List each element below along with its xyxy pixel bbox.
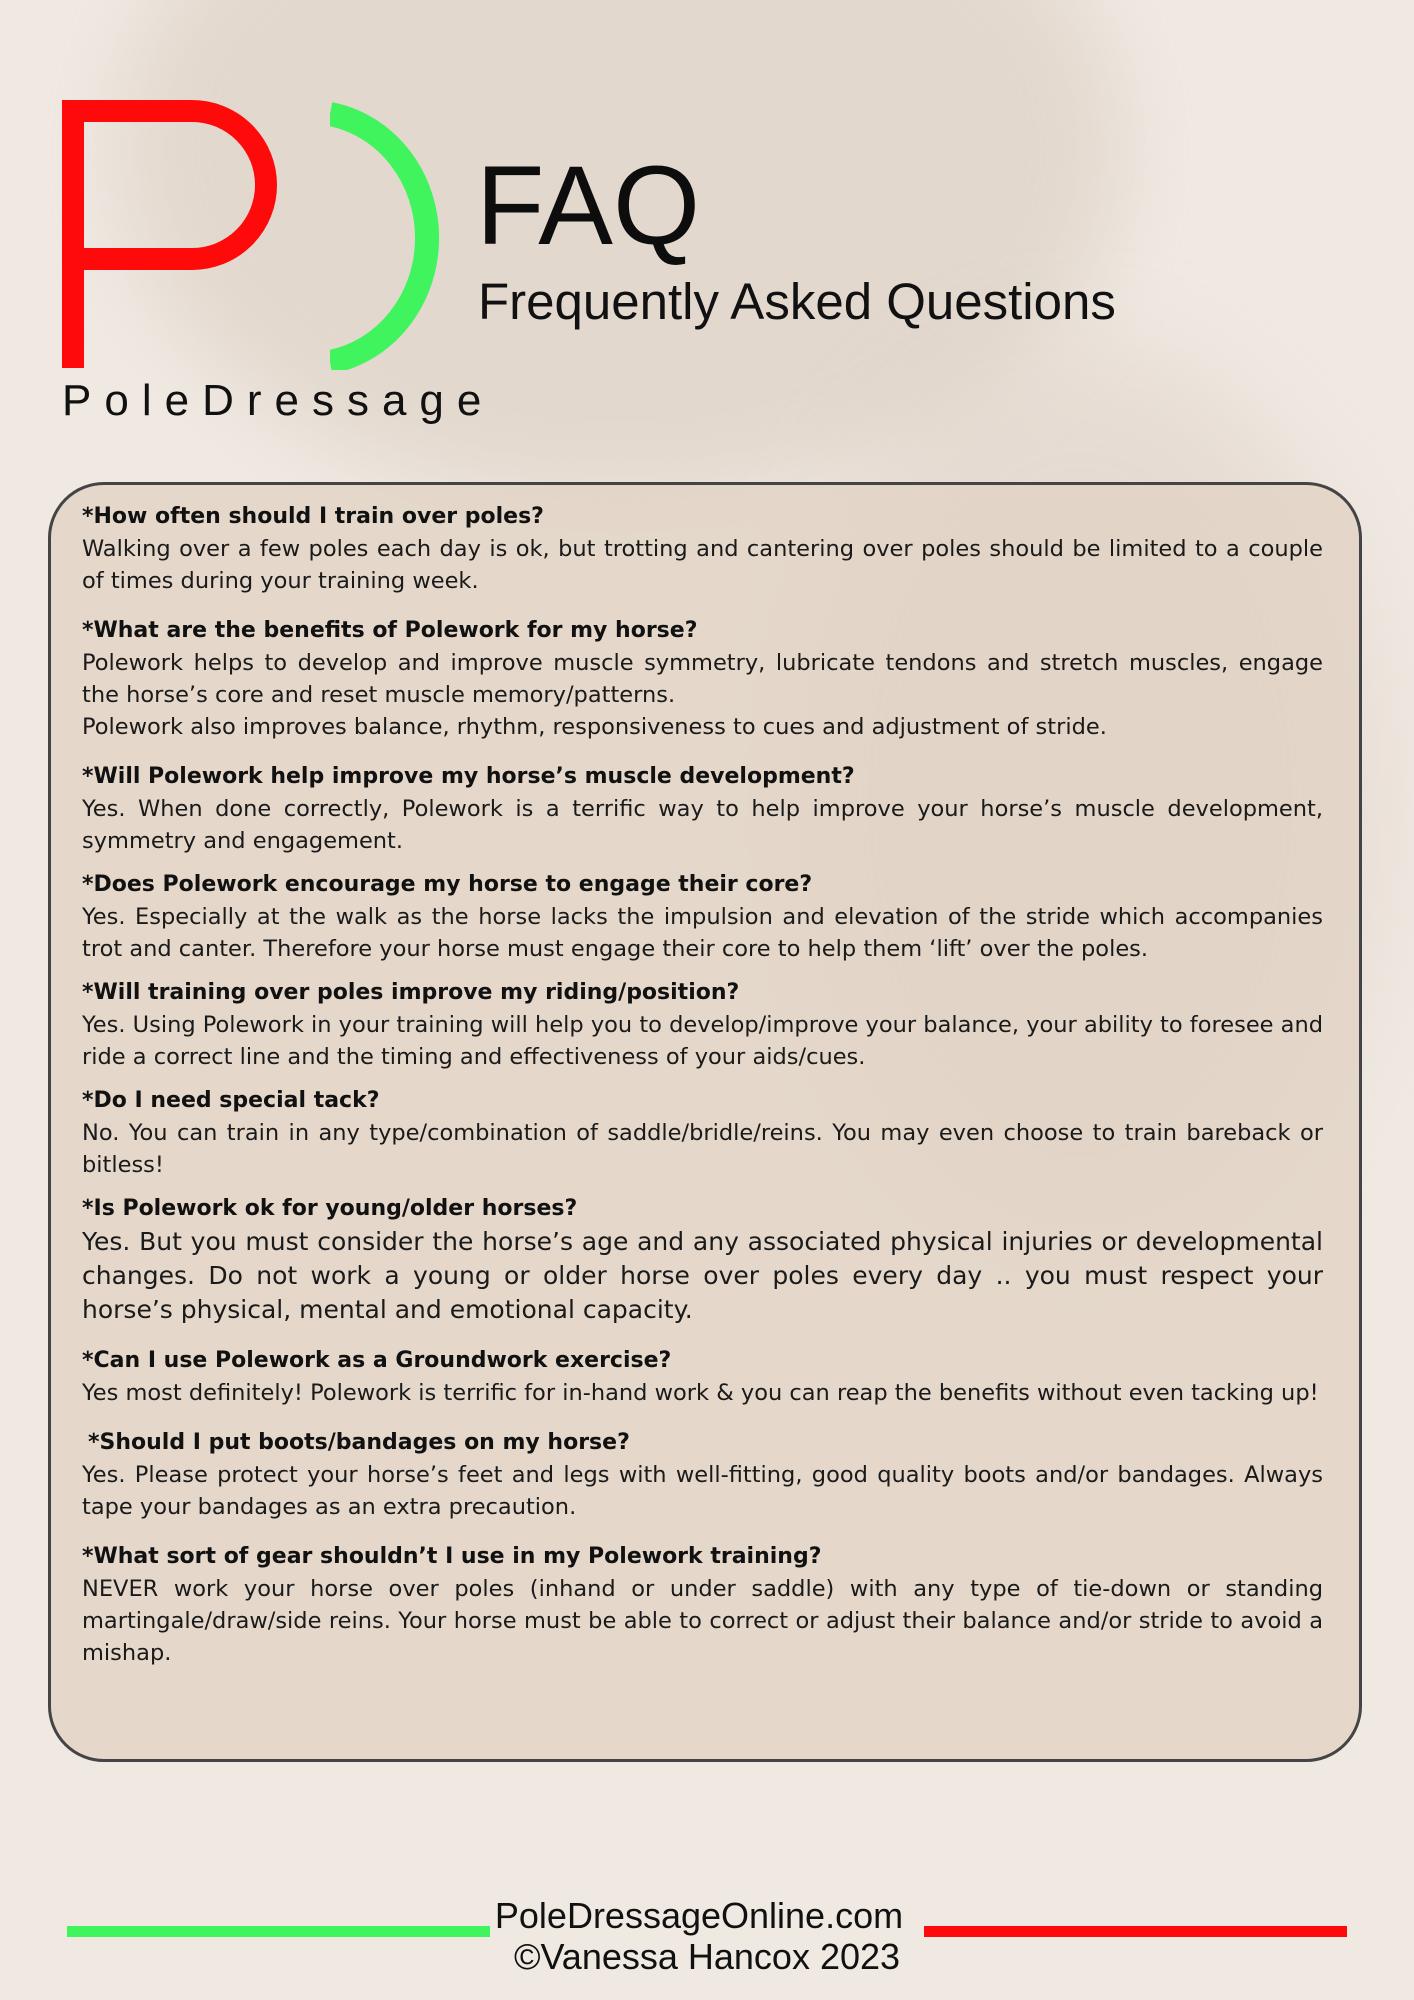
logo-d-icon (330, 100, 460, 370)
faq-answer: Yes most definitely! Polework is terrific for in-hand work & you can reap the benefits without even tacking up! (82, 1380, 1319, 1406)
faq-question: *Will training over poles improve my riding/position? (82, 980, 740, 1005)
faq-item (82, 501, 1323, 597)
faq-item (82, 1421, 1323, 1523)
page-title: FAQ (476, 143, 701, 268)
footer-website (0, 1896, 1414, 1936)
faq-question: *Does Polework encourage my horse to engage their core? (82, 872, 813, 897)
faq-item (82, 1339, 1323, 1409)
faq-question: *Should I put boots/bandages on my horse? (88, 1430, 630, 1455)
faq-answer: Yes. But you must consider the horse’s age and any associated physical injuries or developmental changes. Do not work a young or older horse over poles every day .. you must respect your horse’s physical, mental and emotional capacity. (82, 1227, 1323, 1324)
faq-item (82, 609, 1323, 743)
footer-copyright: ©Vanessa Hancox 2023 (513, 1936, 901, 1977)
faq-answer: NEVER work your horse over poles (inhand or under saddle) with any type of tie-down or standing martingale/draw/side reins. Your horse must be able to correct or adjust their balance and/or stride to avoid a mishap. (82, 1576, 1323, 1666)
faq-answer: Walking over a few poles each day is ok, but trotting and cantering over poles should be limited to a couple of times during your training week. (82, 536, 1323, 594)
faq-item (82, 1535, 1323, 1669)
faq-answer-text: Polework helps to develop and improve muscle symmetry, lubricate tendons and stretch muscles, engage the horse’s core and reset muscle memory/patterns. (82, 650, 1323, 708)
faq-answer-text: Polework also improves balance, rhythm, responsiveness to cues and adjustment of stride. (82, 714, 1107, 740)
faq-item (82, 869, 1323, 965)
faq-question: *Do I need special tack? (82, 1088, 380, 1113)
footer-website-link[interactable]: PoleDressageOnline.com (494, 1895, 904, 1936)
faq-answer (82, 647, 1323, 743)
faq-answer: Yes. Please protect your horse’s feet and legs with well-fitting, good quality boots and/or bandages. Always tape your bandages as an extra precaution. (82, 1462, 1323, 1520)
faq-item (82, 1085, 1323, 1181)
faq-item (82, 1193, 1323, 1327)
brand-name: PoleDressage (62, 376, 495, 425)
faq-question: *Is Polework ok for young/older horses? (82, 1196, 578, 1221)
page-subtitle: Frequently Asked Questions (478, 273, 1116, 330)
logo-p-icon (62, 100, 292, 370)
faq-question: *What are the benefits of Polework for my horse? (82, 618, 698, 643)
faq-answer: Yes. Using Polework in your training will help you to develop/improve your balance, your ability to foresee and ride a correct line and the timing and effectiveness of your aids/cues. (82, 1012, 1323, 1070)
faq-item (82, 755, 1323, 857)
faq-question: *How often should I train over poles? (82, 504, 544, 529)
faq-answer: Yes. When done correctly, Polework is a terrific way to help improve your horse’s muscle development, symmetry and engagement. (82, 796, 1323, 854)
faq-question: *Will Polework help improve my horse’s muscle development? (82, 764, 855, 789)
faq-question: *Can I use Polework as a Groundwork exercise? (82, 1348, 672, 1373)
faq-answer: No. You can train in any type/combination of saddle/bridle/reins. You may even choose to train bareback or bitless! (82, 1120, 1323, 1178)
faq-question: *What sort of gear shouldn’t I use in my Polework training? (82, 1544, 822, 1569)
faq-item (82, 977, 1323, 1073)
faq-answer: Yes. Especially at the walk as the horse lacks the impulsion and elevation of the stride which accompanies trot and canter. Therefore your horse must engage their core to help them ‘lift’ over the poles. (82, 904, 1323, 962)
faq-box (48, 482, 1362, 1762)
